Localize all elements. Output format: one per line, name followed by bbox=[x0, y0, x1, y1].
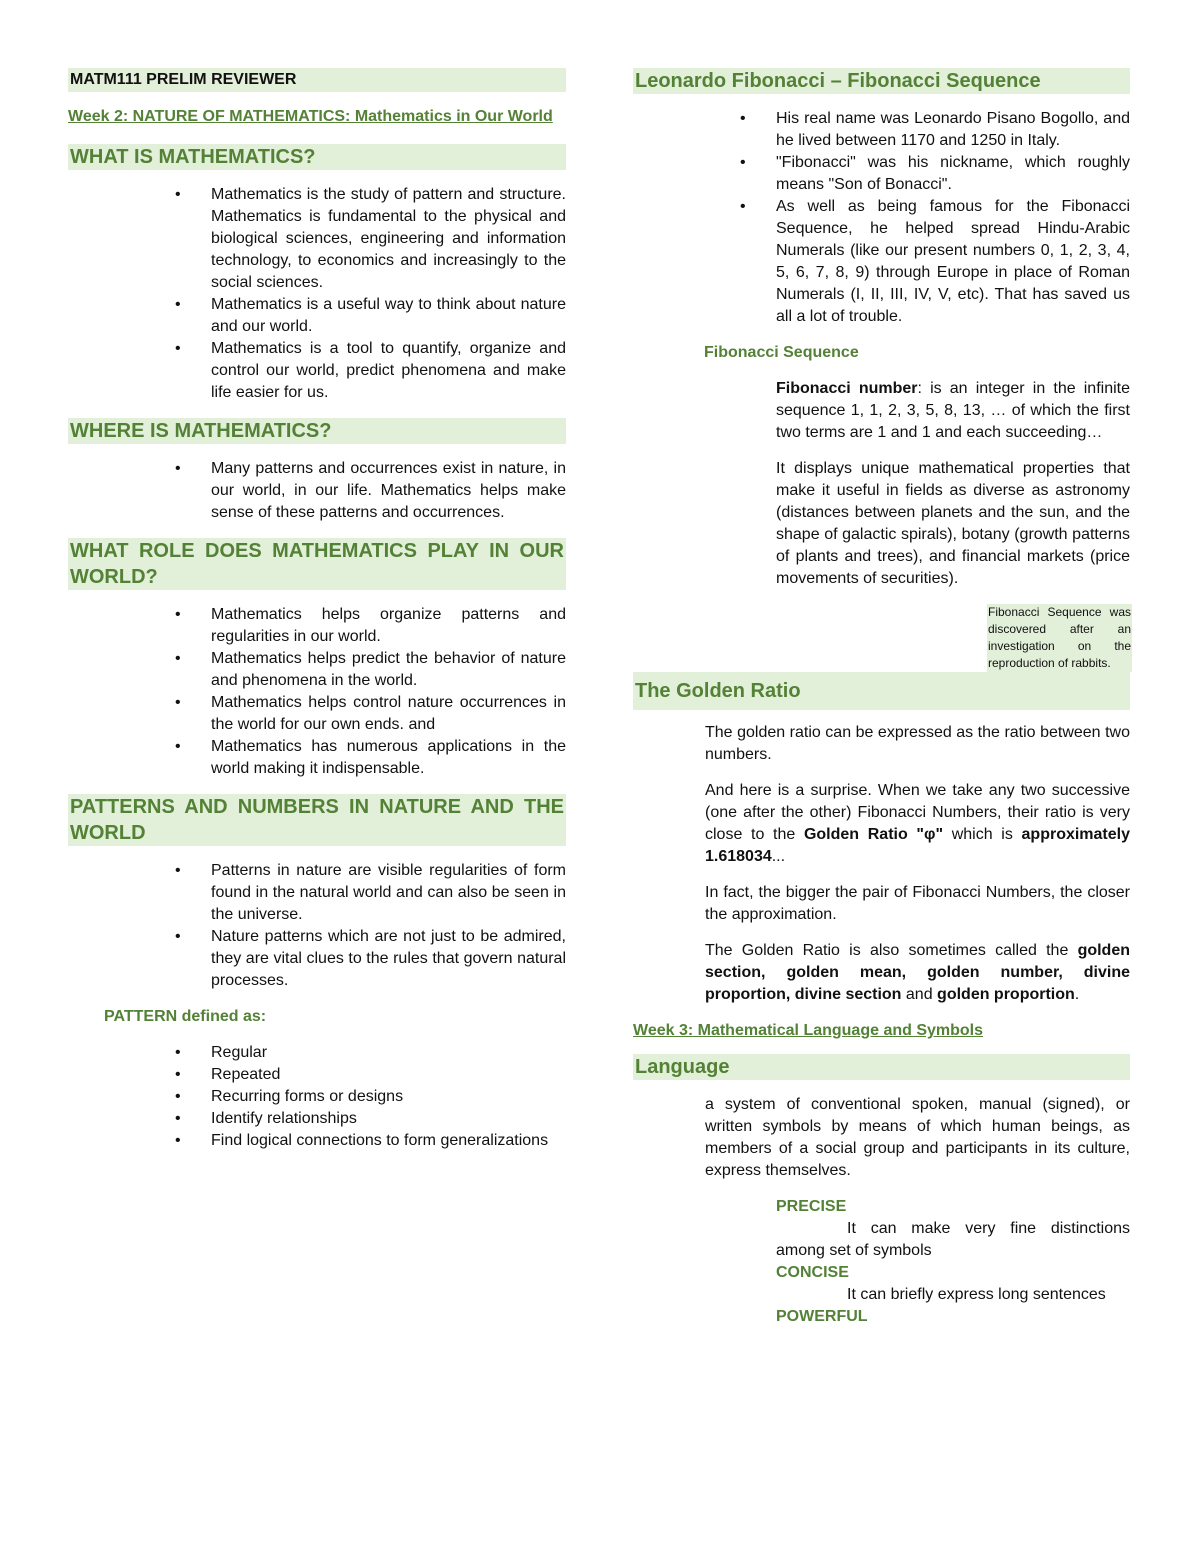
fibonacci-properties: It displays unique mathematical properties that make it useful in fields as diverse as astronomy (distances between planets and the sun, and the shape of galactic spirals), botany (growth patterns of plants and trees), and financial markets (price movements of securities). bbox=[776, 460, 1130, 587]
document-title: MATM111 PRELIM REVIEWER bbox=[68, 68, 566, 92]
list-item: • Mathematics has numerous applications in the world making it indispensable. bbox=[68, 736, 566, 780]
list-item: • Identify relationships bbox=[68, 1108, 566, 1130]
golden-ratio-p3: In fact, the bigger the pair of Fibonacci Numbers, the closer the approximation. bbox=[705, 884, 1130, 923]
list-item: • Mathematics is a useful way to think about nature and our world. bbox=[68, 294, 566, 338]
patterns-list bbox=[68, 860, 566, 992]
fibonacci-list bbox=[633, 108, 1130, 328]
section-golden-ratio: The Golden Ratio bbox=[633, 672, 1130, 710]
week2-link[interactable]: Week 2: NATURE OF MATHEMATICS: Mathematics in Our World bbox=[68, 108, 553, 125]
section-fibonacci: Leonardo Fibonacci – Fibonacci Sequence bbox=[633, 68, 1130, 94]
section-role-of-mathematics: WHAT ROLE DOES MATHEMATICS PLAY IN OUR WORLD? bbox=[70, 540, 564, 588]
keyword-precise: PRECISE bbox=[776, 1198, 847, 1215]
list-item: • Mathematics helps organize patterns and regularities in our world. bbox=[68, 604, 566, 648]
section-patterns-and-numbers: PATTERNS AND NUMBERS IN NATURE AND THE WORLD bbox=[70, 796, 564, 844]
list-item: • Nature patterns which are not just to be admired, they are vital clues to the rules that govern natural processes. bbox=[68, 926, 566, 992]
list-item: • Mathematics is the study of pattern and structure. Mathematics is fundamental to the physical and biological sciences, engineering and information technology, to economics and increasingly to the social sciences. bbox=[68, 184, 566, 294]
section-where-is-mathematics: WHERE IS MATHEMATICS? bbox=[68, 418, 566, 444]
list-item: • "Fibonacci" was his nickname, which roughly means "Son of Bonacci". bbox=[633, 152, 1130, 196]
what-is-list bbox=[68, 184, 566, 404]
fibonacci-number-definition bbox=[776, 378, 1130, 444]
golden-ratio-p2: And here is a surprise. When we take any two successive (one after the other) Fibonacci Numbers, their ratio is very close to the Golden Ratio "φ" which is approximately 1.618034... bbox=[705, 782, 1130, 865]
week3-link[interactable]: Week 3: Mathematical Language and Symbols bbox=[633, 1022, 984, 1039]
golden-ratio-p4: The Golden Ratio is also sometimes called the golden section, golden mean, golden number, divine proportion, divine section and golden proportion. bbox=[705, 942, 1130, 1003]
list-item: • Mathematics helps predict the behavior of nature and phenomena in the world. bbox=[68, 648, 566, 692]
fibonacci-note: Fibonacci Sequence was discovered after an investigation on the reproduction of rabbits. bbox=[988, 605, 1131, 670]
left-column bbox=[68, 68, 566, 1166]
list-item: • Mathematics helps control nature occurrences in the world for our own ends. and bbox=[68, 692, 566, 736]
concise-description: It can briefly express long sentences bbox=[847, 1286, 1106, 1303]
role-list bbox=[68, 604, 566, 780]
fibonacci-number-text: : is an integer in the infinite sequence 1, 1, 2, 3, 5, 8, 13, … of which the first two terms are 1 and 1 and each succeeding… bbox=[776, 380, 1131, 441]
list-item: • Patterns in nature are visible regularities of form found in the natural world and can also be seen in the universe. bbox=[68, 860, 566, 926]
list-item: • Many patterns and occurrences exist in nature, in our world, in our life. Mathematics helps make sense of these patterns and occurrences. bbox=[68, 458, 566, 524]
keyword-concise: CONCISE bbox=[776, 1264, 849, 1281]
list-item: • Find logical connections to form generalizations bbox=[68, 1130, 566, 1152]
right-column bbox=[633, 68, 1130, 1328]
section-what-is-mathematics: WHAT IS MATHEMATICS? bbox=[68, 144, 566, 170]
section-language: Language bbox=[633, 1054, 1130, 1080]
list-item: • Repeated bbox=[68, 1064, 566, 1086]
list-item: • Mathematics is a tool to quantify, organize and control our world, predict phenomena and make life easier for us. bbox=[68, 338, 566, 404]
language-definition: a system of conventional spoken, manual (signed), or written symbols by means of which human beings, as members of a social group and participants in its culture, express themselves. bbox=[705, 1096, 1130, 1179]
golden-ratio-p1: The golden ratio can be expressed as the ratio between two numbers. bbox=[705, 724, 1130, 763]
pattern-defined-list bbox=[68, 1042, 566, 1152]
where-is-list bbox=[68, 458, 566, 524]
fibonacci-number-term: Fibonacci number bbox=[776, 380, 918, 397]
precise-description: It can make very fine distinctions among set of symbols bbox=[776, 1220, 1130, 1259]
list-item: • Recurring forms or designs bbox=[68, 1086, 566, 1108]
list-item: • Regular bbox=[68, 1042, 566, 1064]
keyword-powerful: POWERFUL bbox=[776, 1308, 868, 1325]
fibonacci-sequence-subheading: Fibonacci Sequence bbox=[704, 344, 859, 361]
pattern-defined-heading: PATTERN defined as: bbox=[104, 1008, 267, 1025]
list-item: • As well as being famous for the Fibonacci Sequence, he helped spread Hindu-Arabic Numerals (like our present numbers 0, 1, 2, 3, 4, 5, 6, 7, 8, 9) through Europe in place of Roman Numerals (I, II, III, IV, V, etc). That has saved us all a lot of trouble. bbox=[633, 196, 1130, 328]
list-item: • His real name was Leonardo Pisano Bogollo, and he lived between 1170 and 1250 in Italy. bbox=[633, 108, 1130, 152]
